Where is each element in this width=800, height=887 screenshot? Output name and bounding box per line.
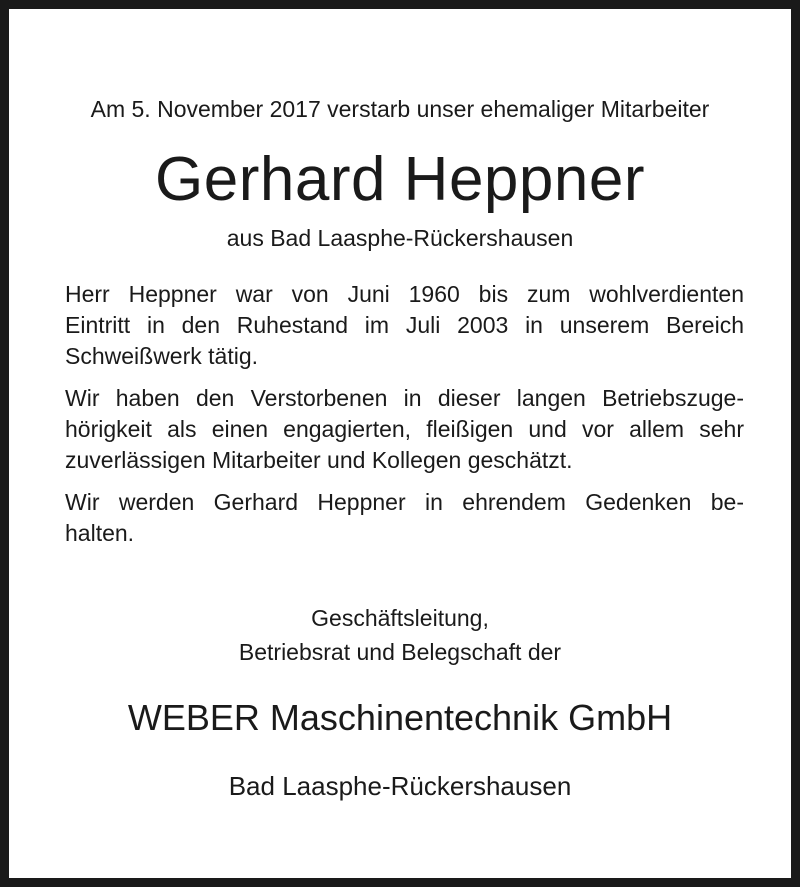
paragraph-line: Eintritt in den Ruhestand im Juli 2003 in unserem Bereich (65, 312, 744, 338)
paragraph-line: Schweißwerk tätig. (65, 343, 259, 369)
paragraph-line: Wir werden Gerhard Heppner in ehrendem Gedenken be- (65, 489, 744, 515)
intro-text: Am 5. November 2017 verstarb unser ehemaliger Mitarbeiter (90, 96, 710, 122)
paragraph-line: hörigkeit als einen engagierten, fleißigen und vor allem sehr (65, 416, 744, 442)
paragraph-line: zuverlässigen Mitarbeiter und Kollegen geschätzt. (65, 447, 573, 473)
company-location: Bad Laasphe-Rückershausen (228, 771, 572, 801)
deceased-name: Gerhard Heppner (155, 145, 645, 214)
paragraph-remembrance (65, 487, 744, 549)
company-name: WEBER Maschinentechnik GmbH (127, 697, 673, 738)
paragraph-line: Wir haben den Verstorbenen in dieser langen Betriebszuge- (65, 385, 744, 411)
paragraph-line: Herr Heppner war von Juni 1960 bis zum wohlverdienten (65, 281, 744, 307)
paragraph-line: halten. (65, 520, 135, 546)
signature-block (56, 601, 744, 669)
signature-line-1: Geschäftsleitung, (311, 605, 489, 631)
signature-line-2: Betriebsrat und Belegschaft der (238, 639, 562, 665)
origin-text: aus Bad Laasphe-Rückershausen (226, 225, 574, 251)
notice-content (56, 9, 744, 878)
notice-body (65, 279, 744, 560)
paragraph-appreciation (65, 383, 744, 476)
paragraph-employment (65, 279, 744, 372)
